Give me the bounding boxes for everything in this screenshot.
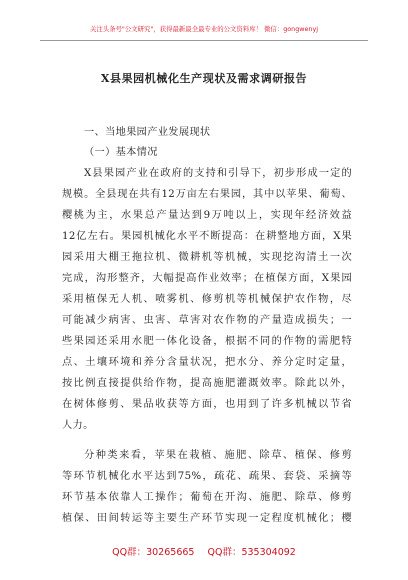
subsection-heading: （一）基本情况 (84, 147, 158, 158)
paragraph-line: 分种类来看，苹果在栽植、施肥、除草、植保、修剪 (84, 450, 352, 461)
paragraph-line: 等环节机械化水平达到75%，疏花、疏果、套袋、采摘等 (62, 471, 352, 482)
paragraph-line: 植保、田间转运等主要生产环节实现一定程度机械化；樱 (62, 513, 352, 524)
footer-qq-group-1: QQ群：30265665 (112, 547, 195, 558)
header-notice: 关注头条号"公文研究"，获得最新最全最专业的公文资料库！ 微信：gongwenyj (89, 25, 319, 33)
paragraph-line: 在树体修剪、果品收获等方面，也用到了许多机械以节省 (62, 399, 352, 410)
paragraph-line: 12亿左右。果园机械化水平不断提高：在耕整地方面，X果 (62, 231, 352, 242)
paragraph-line: X县果园产业在政府的支持和引导下，初步形成一定的 (84, 168, 352, 179)
section-heading: 一、当地果园产业发展现状 (84, 127, 211, 138)
footer-contacts (0, 544, 408, 558)
paragraph-line: 园采用大棚王拖拉机、微耕机等机械，实现挖沟清土一次 (62, 252, 352, 263)
paragraph-line: 环节基本依靠人工操作；葡萄在开沟、施肥、除草、修剪 (62, 492, 352, 503)
paragraph-line: 完成，沟形整齐，大幅提高作业效率；在植保方面，X果园 (62, 273, 352, 284)
paragraph-line: 按比例直接提供给作物，提高施肥灌溉效率。除此以外， (62, 378, 352, 389)
paragraph-line: 采用植保无人机、喷雾机、修剪机等机械保护农作物，尽 (62, 294, 352, 305)
paragraph-line: 规模。全县现在共有12万亩左右果园，其中以苹果、葡萄、 (62, 189, 352, 200)
paragraph-line: 樱桃为主，水果总产量达到9万吨以上，实现年经济效益 (62, 210, 352, 221)
footer-qq-group-2: QQ群：535304092 (207, 547, 296, 558)
paragraph-line: 些果园还采用水肥一体化设备，根据不同的作物的需肥特 (62, 336, 352, 347)
document-title: X县果园机械化生产现状及需求调研报告 (100, 72, 308, 85)
paragraph-line: 人力。 (62, 420, 94, 431)
paragraph-line: 点、土壤环境和养分含量状况，把水分、养分定时定量， (62, 357, 352, 368)
paragraph-line: 可能减少病害、虫害、草害对农作物的产量造成损失；一 (62, 315, 352, 326)
header-bar (40, 22, 368, 41)
